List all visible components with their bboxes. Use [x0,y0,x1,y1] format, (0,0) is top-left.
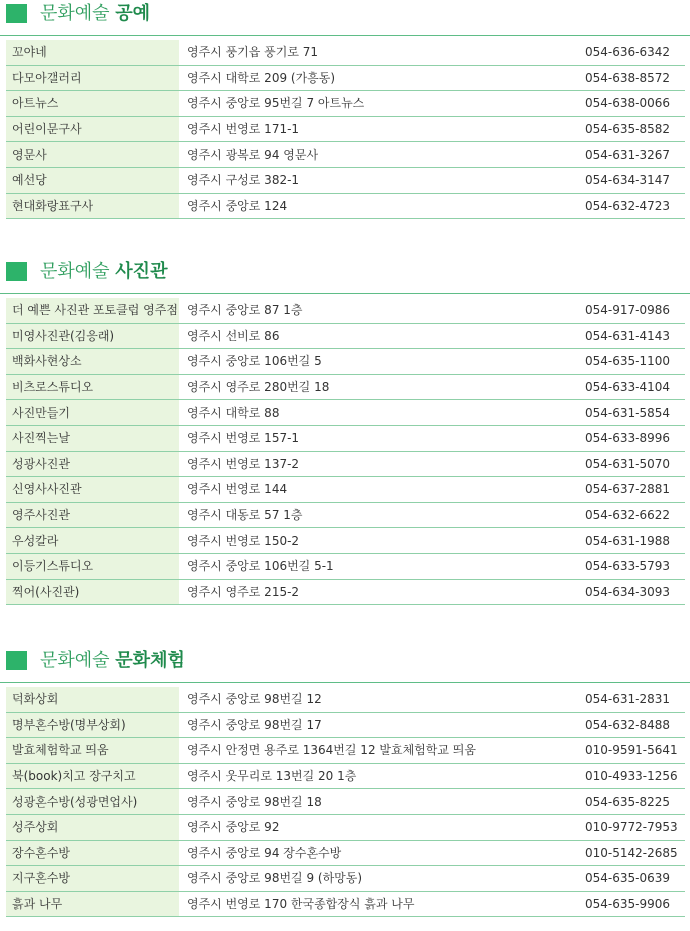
address: 영주시 광복로 94 영문사 [179,142,585,168]
table-row [6,349,685,375]
table-row [6,763,685,789]
section-crafts [0,0,690,213]
table-row [6,400,685,426]
table-row [6,789,685,815]
phone-number: 054-633-8996 [585,425,685,451]
table-row [6,528,685,554]
address: 영주시 중앙로 106번길 5-1 [179,553,585,579]
section-title [40,2,150,26]
address: 영주시 중앙로 98번길 12 [179,687,585,712]
table-row [6,142,685,168]
address: 영주시 번영로 171-1 [179,116,585,142]
table-row [6,91,685,117]
address: 영주시 구성로 382-1 [179,167,585,193]
section-culture-experience [0,647,690,912]
section-title-category: 문화예술 [40,261,110,282]
phone-number: 054-917-0986 [585,298,685,323]
phone-number: 054-635-1100 [585,349,685,375]
table-row [6,502,685,528]
business-name: 어린이문구사 [6,116,179,142]
phone-number: 054-632-4723 [585,193,685,219]
section-title-category: 문화예술 [40,650,110,671]
section-title [40,649,185,673]
table-row [6,840,685,866]
address: 영주시 번영로 137-2 [179,451,585,477]
address: 영주시 중앙로 92 [179,814,585,840]
section-marker [6,262,27,281]
business-name: 덕화상회 [6,687,179,712]
phone-number: 054-635-0639 [585,866,685,892]
phone-number: 010-5142-2685 [585,840,685,866]
phone-number: 054-632-6622 [585,502,685,528]
business-name: 지구혼수방 [6,866,179,892]
table-row [6,712,685,738]
business-name: 성광혼수방(성광면업사) [6,789,179,815]
section-divider [0,35,690,36]
table-row [6,323,685,349]
phone-number: 054-631-4143 [585,323,685,349]
address: 영주시 번영로 157-1 [179,425,585,451]
address: 영주시 번영로 144 [179,477,585,503]
business-name: 성주상회 [6,814,179,840]
section-header [0,258,690,290]
phone-number: 054-633-5793 [585,553,685,579]
address: 영주시 중앙로 87 1층 [179,298,585,323]
phone-number: 010-9591-5641 [585,738,685,764]
phone-number: 010-4933-1256 [585,763,685,789]
phone-number: 054-635-8225 [585,789,685,815]
phone-number: 010-9772-7953 [585,814,685,840]
section-title-name: 사진관 [115,261,168,282]
section-title-name: 공예 [115,3,151,24]
phone-number: 054-634-3147 [585,167,685,193]
phone-number: 054-631-1988 [585,528,685,554]
business-name: 백화사현상소 [6,349,179,375]
business-name: 비츠로스튜디오 [6,374,179,400]
table-row [6,477,685,503]
address: 영주시 중앙로 106번길 5 [179,349,585,375]
directory-table [6,40,685,219]
directory-table [6,298,685,605]
table-row [6,687,685,712]
address: 영주시 웃무리로 13번길 20 1층 [179,763,585,789]
address: 영주시 중앙로 98번길 9 (하망동) [179,866,585,892]
business-name: 영주사진관 [6,502,179,528]
section-header [0,0,690,32]
business-name: 북(book)치고 장구치고 [6,763,179,789]
section-title [40,260,167,284]
phone-number: 054-637-2881 [585,477,685,503]
phone-number: 054-635-8582 [585,116,685,142]
phone-number: 054-638-8572 [585,65,685,91]
section-header [0,647,690,679]
phone-number: 054-631-3267 [585,142,685,168]
address: 영주시 중앙로 124 [179,193,585,219]
section-marker [6,4,27,23]
phone-number: 054-631-5854 [585,400,685,426]
table-row [6,866,685,892]
business-name: 찍어(사진관) [6,579,179,605]
business-name: 꼬야네 [6,40,179,65]
directory-table [6,687,685,917]
phone-number: 054-631-2831 [585,687,685,712]
section-marker [6,651,27,670]
address: 영주시 안정면 용주로 1364번길 12 발효체험학교 띄움 [179,738,585,764]
address: 영주시 중앙로 94 장수혼수방 [179,840,585,866]
address: 영주시 중앙로 98번길 17 [179,712,585,738]
business-name: 다모아갤러리 [6,65,179,91]
address: 영주시 번영로 170 한국종합장식 흙과 나무 [179,891,585,917]
phone-number: 054-631-5070 [585,451,685,477]
table-row [6,891,685,917]
address: 영주시 영주로 280번길 18 [179,374,585,400]
business-name: 아트뉴스 [6,91,179,117]
table-row [6,116,685,142]
business-name: 영문사 [6,142,179,168]
table-row [6,738,685,764]
section-title-name: 문화체험 [115,650,185,671]
phone-number: 054-633-4104 [585,374,685,400]
phone-number: 054-635-9906 [585,891,685,917]
table-row [6,193,685,219]
business-name: 장수혼수방 [6,840,179,866]
phone-number: 054-636-6342 [585,40,685,65]
table-row [6,65,685,91]
table-row [6,451,685,477]
business-name: 예선당 [6,167,179,193]
address: 영주시 대학로 209 (가흥동) [179,65,585,91]
table-row [6,298,685,323]
table-row [6,579,685,605]
business-name: 현대화랑표구사 [6,193,179,219]
address: 영주시 대동로 57 1층 [179,502,585,528]
address: 영주시 선비로 86 [179,323,585,349]
business-name: 사진만들기 [6,400,179,426]
section-photo-studios [0,258,690,599]
phone-number: 054-634-3093 [585,579,685,605]
phone-number: 054-638-0066 [585,91,685,117]
address: 영주시 중앙로 98번길 18 [179,789,585,815]
business-name: 발효체험학교 띄움 [6,738,179,764]
table-row [6,814,685,840]
business-name: 더 예쁜 사진관 포토클럽 영주점 [6,298,179,323]
phone-number: 054-632-8488 [585,712,685,738]
business-name: 사진찍는날 [6,425,179,451]
address: 영주시 영주로 215-2 [179,579,585,605]
business-name: 우성칼라 [6,528,179,554]
address: 영주시 중앙로 95번길 7 아트뉴스 [179,91,585,117]
table-row [6,374,685,400]
address: 영주시 대학로 88 [179,400,585,426]
table-row [6,167,685,193]
business-name: 미영사진관(김응래) [6,323,179,349]
section-title-category: 문화예술 [40,3,110,24]
table-row [6,553,685,579]
business-name: 이등기스튜디오 [6,553,179,579]
address: 영주시 풍기읍 풍기로 71 [179,40,585,65]
business-name: 신영사사진관 [6,477,179,503]
address: 영주시 번영로 150-2 [179,528,585,554]
business-name: 명부혼수방(명부상회) [6,712,179,738]
section-divider [0,682,690,683]
table-row [6,40,685,65]
table-row [6,425,685,451]
section-divider [0,293,690,294]
business-name: 흙과 나무 [6,891,179,917]
business-name: 성광사진관 [6,451,179,477]
